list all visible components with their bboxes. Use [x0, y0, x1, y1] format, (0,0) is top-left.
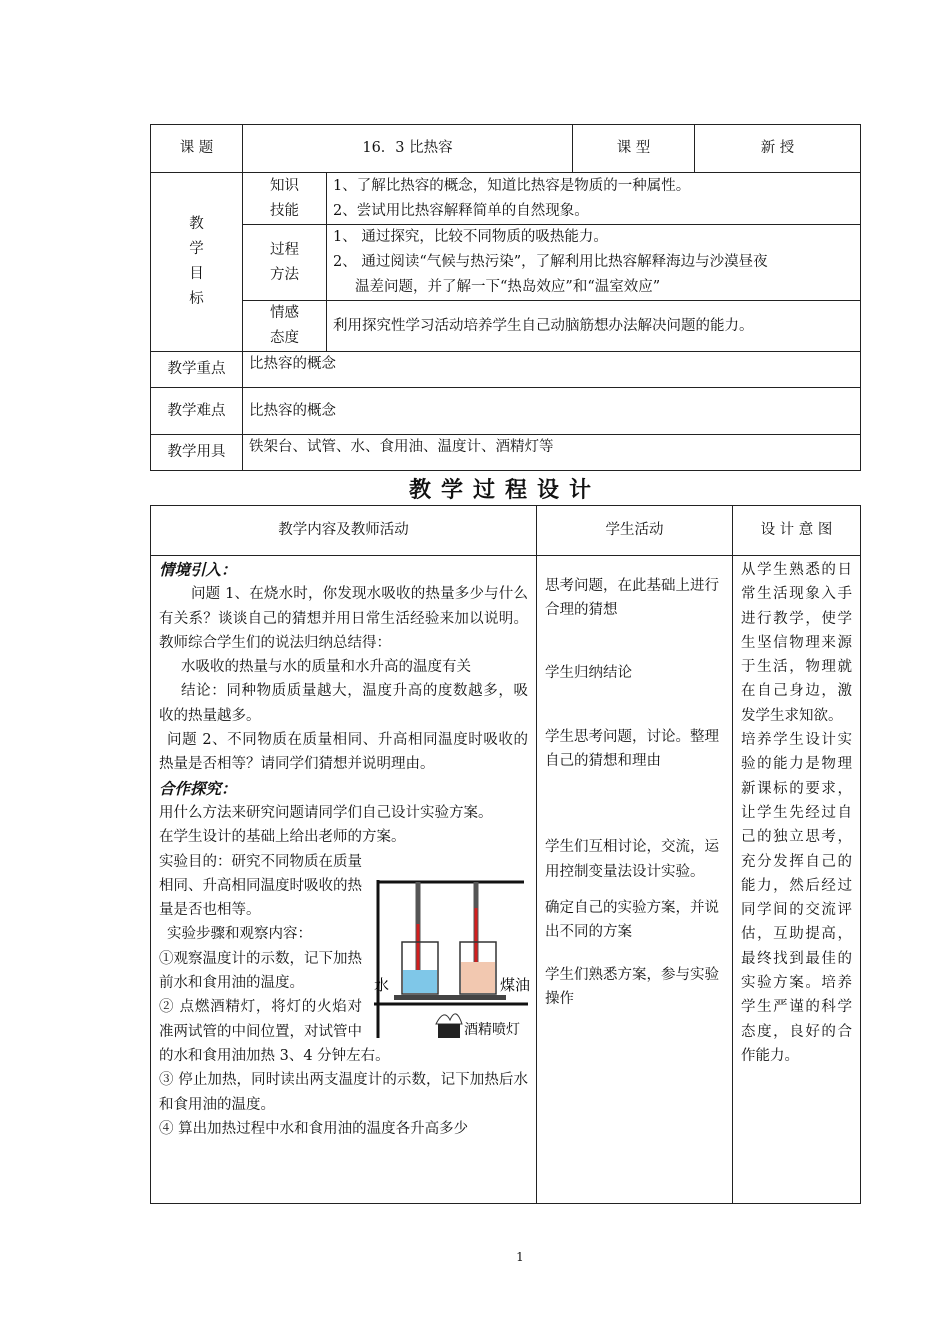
label-water: 水 [374, 975, 390, 994]
method-text: 用什么方法来研究问题请同学们自己设计实验方案。 [159, 804, 493, 821]
step-1: ①观察温度计的示数，记下加热前水和食用油的温度。 [159, 950, 362, 992]
process-content: 1、 通过探究，比较不同物质的吸热能力。 2、 通过阅读“气候与热污染”，了解利用比热容解释海边与沙漠昼夜 温差问题，并了解一下“热岛效应”和“温室效应” [327, 225, 861, 301]
gauze-icon [394, 995, 506, 1000]
base-text: 在学生设计的基础上给出老师的方案。 [159, 829, 406, 846]
student-activity [537, 556, 733, 1204]
col-header-student: 学生活动 [537, 506, 733, 556]
col-header-intent: 设 计 意 图 [733, 506, 861, 556]
type-value: 新 授 [695, 125, 861, 173]
student-item: 学生归纳结论 [545, 664, 632, 681]
design-intent [733, 556, 861, 1204]
topic-value: 16．3 比热容 [243, 125, 573, 173]
flame-icon [436, 1013, 462, 1023]
tools-value: 铁架台、试管、水、食用油、温度计、酒精灯等 [243, 435, 861, 471]
process-title: 教学过程设计 [408, 478, 601, 503]
student-item: 思考问题，在此基础上进行合理的猜想 [545, 578, 719, 619]
lamp-icon [438, 1024, 460, 1038]
student-item: 学生思考问题，讨论。整理自己的猜想和理由 [545, 728, 719, 770]
label-lamp: 酒精喷灯 [464, 1021, 520, 1038]
tools-label: 教学用具 [151, 435, 243, 471]
step-3: ③ 停止加热，同时读出两支温度计的示数，记下加热后水和食用油的温度。 [159, 1072, 528, 1113]
step-2: ② 点燃酒精灯，将灯的火焰对准两试管的中间位置，对试管中的水和食用油加热 3、4 分钟左右。 [159, 999, 390, 1064]
relation-text: 水吸收的热量与水的质量和水升高的温度有关 [181, 659, 471, 676]
intro-heading: 情境引入： [159, 560, 237, 579]
lesson-info-table [150, 124, 861, 471]
purpose-text: 水 煤油 酒精喷灯 实验目的：研究不同物质在质量相同、升高相同温度时吸收的热量是否也相等。 [159, 850, 528, 923]
question-2: 问题 2、不同物质在质量相同、升高相同温度时吸收的热量是否相等？请同学们猜想并说明理由。 [159, 732, 528, 773]
step-4: ④ 算出加热过程中水和食用油的温度各升高多少 [159, 1120, 469, 1137]
student-item: 学生们熟悉方案，参与实验操作 [545, 966, 719, 1007]
goals-label: 教 学 目 标 [151, 173, 243, 352]
label-oil: 煤油 [500, 975, 531, 994]
teacher-activity [151, 556, 537, 1204]
student-item: 确定自己的实验方案，并说出不同的方案 [545, 900, 719, 941]
emotion-content: 利用探究性学习活动培养学生自己动脑筋想办法解决问题的能力。 [327, 301, 861, 352]
steps-text: 实验步骤和观察内容： [167, 926, 312, 943]
oil-fill [461, 962, 495, 993]
topic-label: 课 题 [151, 125, 243, 173]
intent-item: 培养学生设计实验的能力是物理新课标的要求，让学生先经过自己的独立思考，充分发挥自己的能力，然后经过同学间的交流评估，互助提高，最终找到最佳的实验方案。培养学生严谨的科学态度，良好的合作能力。 [741, 732, 852, 1064]
difficulty-label: 教学难点 [151, 388, 243, 435]
conclusion-text: 结论：同种物质质量越大，温度升高的度数越多，吸收的热量越多。 [159, 683, 528, 724]
col-header-teacher: 教学内容及教师活动 [151, 506, 537, 556]
knowledge-content: 1、了解比热容的概念，知道比热容是物质的一种属性。 2、尝试用比热容解释简单的自然现象。 [327, 173, 861, 225]
emotion-label: 情感 态度 [243, 301, 327, 352]
student-item: 学生们互相讨论，交流，运用控制变量法设计实验。 [545, 839, 719, 880]
difficulty-value: 比热容的概念 [243, 388, 861, 435]
intent-item: 从学生熟悉的日常生活现象入手进行教学，使学生坚信物理来源于生活，物理就在自己身边，激发学生求知欲。 [741, 562, 852, 724]
coop-heading: 合作探究： [159, 778, 237, 798]
teaching-process-table [150, 505, 861, 1204]
process-label: 过程 方法 [243, 225, 327, 301]
knowledge-label: 知识 技能 [243, 173, 327, 225]
water-fill [403, 970, 437, 993]
focus-label: 教学重点 [151, 352, 243, 388]
question-1: 问题 1、在烧水时，你发现水吸收的热量多少与什么有关系？谈谈自己的猜想并用日常生活经验来加以说明。教师综合学生们的说法归纳总结得： [159, 586, 528, 651]
experiment-figure [366, 874, 536, 1042]
page-number: 1 [516, 1250, 524, 1264]
focus-value: 比热容的概念 [243, 352, 861, 388]
type-label: 课 型 [573, 125, 695, 173]
